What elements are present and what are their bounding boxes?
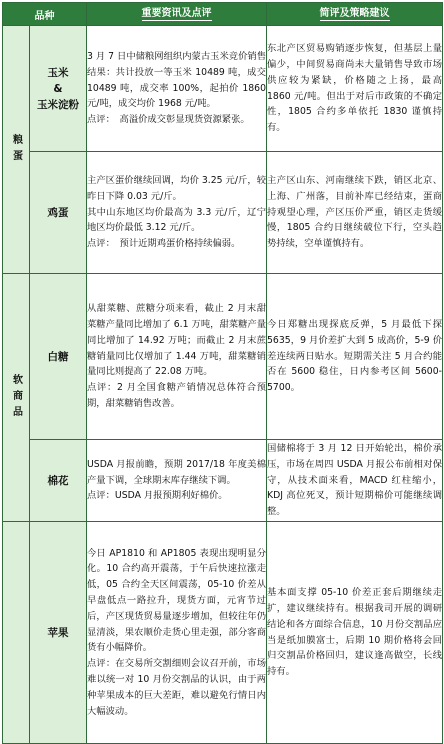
table-row-cotton: [3, 440, 443, 522]
strategy-egg: [267, 152, 443, 274]
item-cotton: 棉花: [30, 440, 87, 522]
news-apple-comment: 点评：在交易所交割细则会议召开前，市场难以统一对 10 月份交割品的认识，由于两种苹果成本的巨大差距，难以避免行情日内大幅波动。: [87, 658, 266, 717]
strategy-apple: [267, 522, 443, 744]
item-corn: [30, 26, 87, 152]
item-corn-line2: &: [53, 82, 63, 95]
news-egg-line2: 其中山东地区均价最高为 3.3 元/斤，辽宁地区均价最低 3.12 元/斤。: [87, 206, 266, 234]
header-variety: 品种: [3, 3, 87, 26]
news-corn-body: 3 月 7 日中储粮网组织内蒙古玉米竞价销售结果：共计投放一等玉米 10489 吨，成交 10489 吨，成交率 100%，起拍价 1860 元/吨，成交均价 1968 元/吨。: [87, 51, 266, 110]
news-sugar-body: 从甜菜糖、蔗糖分项来看，截止 2 月末甜菜糖产量同比增加了 6.1 万吨，甜菜糖产量同比增加了 14.92 万吨；而截止 2 月末蔗糖销量同比仅增加了 1.44 万吨，甜菜糖销量同比则提高了 22.08 万吨。: [87, 303, 266, 378]
strategy-apple-text: 基本面支撑 05-10 价差正套后期继续走扩，建议继续持有。根据我司开展的调研结论和各方面综合信息，10 月份交割品应当是纸加膜富士，后期 10 期价格将会回归交割品价格回归，建议逢高做空，长线持有。: [267, 587, 442, 678]
header-strategy: 简评及策略建议: [267, 3, 443, 26]
table-row-egg: [3, 152, 443, 274]
header-news: 重要资讯及点评: [87, 3, 267, 26]
market-report-table: [2, 2, 443, 744]
category-grain: 粮蛋: [3, 26, 30, 274]
table-row-sugar: [3, 274, 443, 440]
item-corn-line3: 玉米淀粉: [37, 98, 79, 111]
news-sugar: [87, 274, 267, 440]
strategy-egg-text: 主产区山东、河南继续下跌，销区北京、上海、广州落，目前补库已经结束，蛋商持观望心理，产区压价严重，销区走货缓慢，1805 合约日继续破位下行，空头趋势持续，空单谨慎持有。: [267, 175, 442, 250]
news-apple-body: 今日 AP1810 和 AP1805 表现出现明显分化。10 合约高开震荡，于午后快速拉涨走低，05 合约全天区间震荡，05-10 价差从早盘低点一路拉升，现货方面，元宵节过后，产区现货贸易量逐步增加，但较往年仍显清淡，果农顺价走货心里走强，部分客商货有小幅降价。: [87, 547, 266, 654]
strategy-sugar: [267, 274, 443, 440]
news-corn: [87, 26, 267, 152]
news-cotton-body: USDA 月报前瞻，预期 2017/18 年度美棉产量下调，全球期末库存继续下调。: [87, 458, 266, 486]
strategy-corn: [267, 26, 443, 152]
strategy-cotton: [267, 440, 443, 522]
item-corn-line1: 玉米: [47, 66, 69, 79]
strategy-corn-text: 东北产区贸易购销逐步恢复，但基层上量偏少，中间贸易商尚未大量销售导致市场供应较为紧缺，价格随之上扬，最高 1860 元/吨。但出于对后市政策的不确定性，1805 合约多单依托 1830 谨慎持有。: [267, 43, 442, 134]
news-corn-comment: 点评： 高溢价成交彰显现货资源紧张。: [87, 114, 250, 126]
category-soft: 软商品: [3, 274, 30, 522]
table-row-apple: [3, 522, 443, 744]
news-apple: [87, 522, 267, 744]
news-egg-line1: 主产区蛋价继续回调，均价 3.25 元/斤，较昨日下降 0.03 元/斤。: [87, 175, 266, 202]
category-apple-blank: [3, 522, 30, 744]
news-cotton-comment: 点评：USDA 月报预期利好棉价。: [87, 490, 228, 502]
item-egg: 鸡蛋: [30, 152, 87, 274]
news-egg-comment: 点评： 预计近期鸡蛋价格持续偏弱。: [87, 238, 241, 250]
table-header: [3, 3, 443, 26]
news-cotton: [87, 440, 267, 522]
news-sugar-comment: 点评：2 月全国食糖产销情况总体符合预期，甜菜糖销售改善。: [87, 382, 266, 409]
table-row-corn: [3, 26, 443, 152]
item-apple: 苹果: [30, 522, 87, 744]
strategy-cotton-text: 国储棉将于 3 月 12 日开始轮出，棉价承压，市场在周四 USDA 月报公布前相对保守，从技术面来看，MACD 红柱缩小，KDJ 高位死叉，预计短期棉价可能继续调整。: [267, 443, 442, 518]
strategy-sugar-text: 今日郑糖出现探底反弹，5 月最低下探 5635，9 月价差扩大到 5 成高价，5-9 价差连续两日贴水。短期需关注 5 月合约能否在 5600 稳住，日内参考区间 5600-5700。: [267, 319, 442, 394]
item-sugar: 白糖: [30, 274, 87, 440]
news-egg: [87, 152, 267, 274]
